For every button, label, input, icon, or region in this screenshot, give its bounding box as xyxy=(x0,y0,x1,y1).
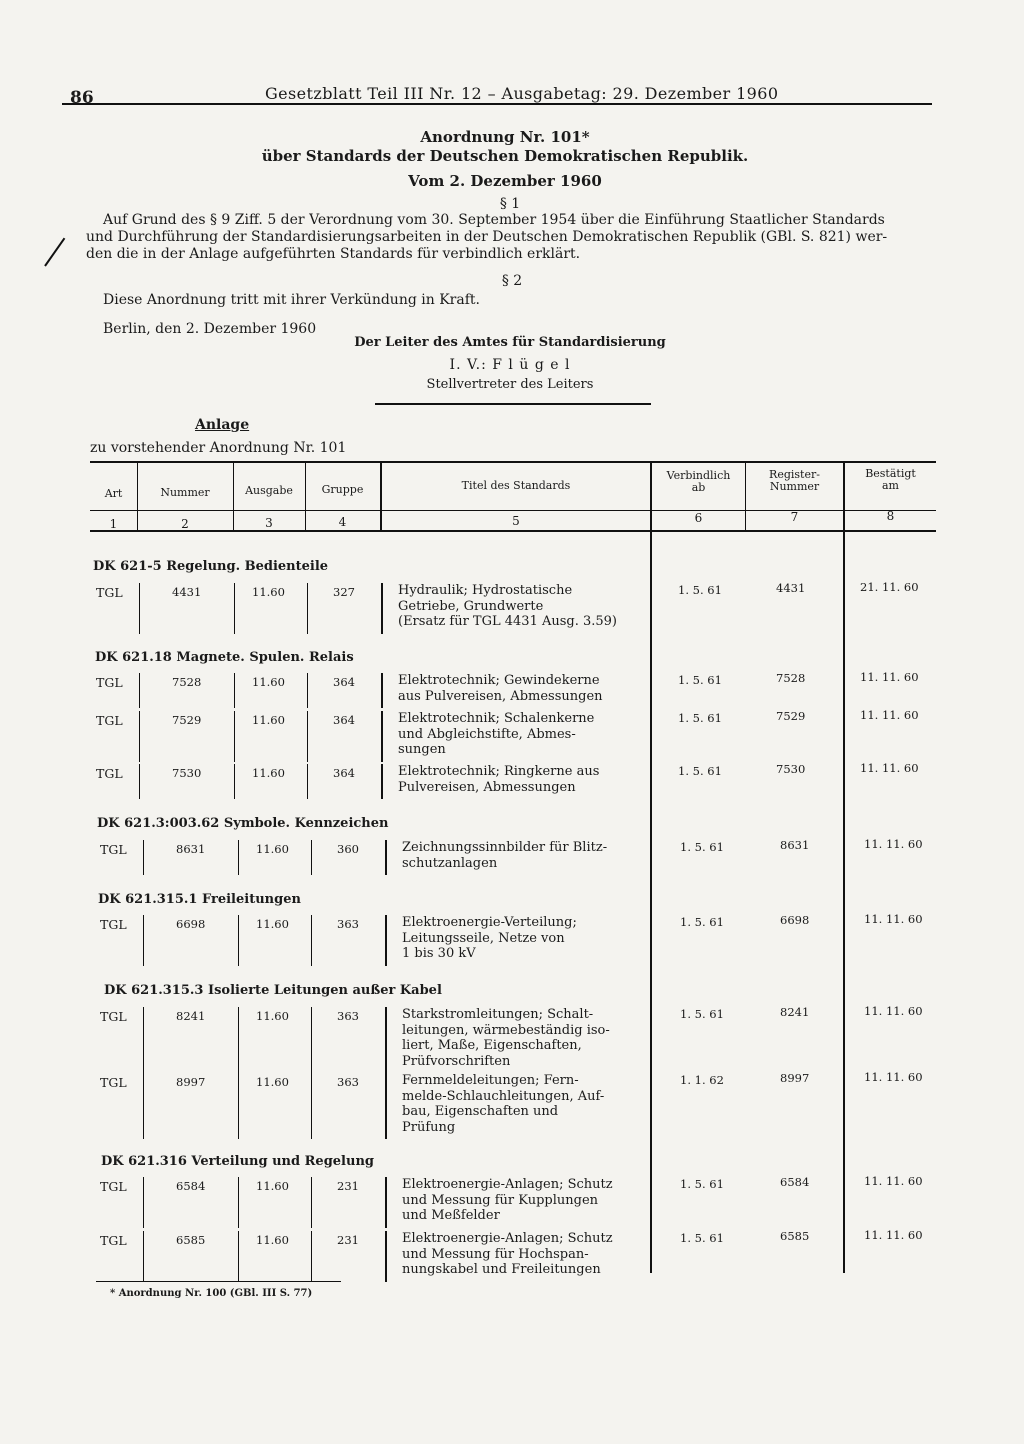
cell-title-line: Elektroenergie-Anlagen; Schutz xyxy=(402,1231,613,1246)
cell-art: TGL xyxy=(100,842,127,857)
colnum-7: 7 xyxy=(790,510,799,524)
cell-ausgabe: 11.60 xyxy=(256,1075,289,1089)
colnum-4: 4 xyxy=(338,515,347,529)
cell-ausgabe: 11.60 xyxy=(256,1179,289,1193)
row-divider xyxy=(143,1073,144,1139)
row-divider xyxy=(139,673,140,708)
th-verbindlich: Verbindlich ab xyxy=(666,469,731,494)
cell-title-line: Elektrotechnik; Schalenkerne xyxy=(398,711,595,726)
cell-title-line: Zeichnungssinnbilder für Blitz- xyxy=(402,840,608,855)
cell-register: 6584 xyxy=(780,1175,810,1189)
colnum-3: 3 xyxy=(265,516,273,530)
signer-name: I. V.: F l ü g e l xyxy=(449,357,571,373)
row-divider xyxy=(385,1007,387,1073)
row-divider xyxy=(385,915,387,966)
section-1-line-3: den die in der Anlage aufgeführten Standards für verbindlich erklärt. xyxy=(86,246,581,262)
row-divider xyxy=(311,915,312,966)
row-divider xyxy=(311,1231,312,1282)
cell-register: 8997 xyxy=(780,1071,810,1085)
cell-art: TGL xyxy=(96,675,123,690)
cell-title-line: Starkstromleitungen; Schalt- xyxy=(402,1007,594,1022)
row-divider xyxy=(311,1007,312,1073)
header-rule xyxy=(62,103,932,105)
row-divider xyxy=(143,1177,144,1228)
annex-subtitle: zu vorstehender Anordnung Nr. 101 xyxy=(90,440,347,456)
row-divider xyxy=(311,1177,312,1228)
cell-register: 4431 xyxy=(776,581,806,595)
row-divider xyxy=(381,711,383,762)
section-heading: DK 621.315.3 Isolierte Leitungen außer Kabel xyxy=(104,983,442,998)
section-heading: DK 621.316 Verteilung und Regelung xyxy=(101,1154,374,1169)
cell-bestaetigt: 11. 11. 60 xyxy=(864,1174,923,1188)
cell-title-line: Prüfung xyxy=(402,1119,456,1135)
cell-nummer: 6698 xyxy=(176,917,206,931)
row-divider xyxy=(385,1231,387,1282)
cell-verbindlich: 1. 5. 61 xyxy=(680,840,724,854)
cell-gruppe: 231 xyxy=(337,1233,359,1247)
th-ausgabe: Ausgabe xyxy=(245,484,293,497)
row-divider xyxy=(143,915,144,966)
section-1-line-1: Auf Grund des § 9 Ziff. 5 der Verordnung vom 30. September 1954 über die Einführung Staatlicher Standards xyxy=(103,212,885,228)
th-gruppe: Gruppe xyxy=(321,483,364,496)
order-date: Vom 2. Dezember 1960 xyxy=(408,172,602,190)
th-register: Register- Nummer xyxy=(769,468,820,493)
cell-title-line: Prüfvorschriften xyxy=(402,1053,511,1069)
colnum-8: 8 xyxy=(886,509,895,523)
cell-title-line: (Ersatz für TGL 4431 Ausg. 3.59) xyxy=(398,614,618,629)
cell-art: TGL xyxy=(100,917,127,932)
row-divider xyxy=(311,1073,312,1139)
signer-role: Stellvertreter des Leiters xyxy=(426,377,594,392)
cell-gruppe: 364 xyxy=(333,766,355,780)
cell-register: 7530 xyxy=(776,762,806,776)
cell-verbindlich: 1. 5. 61 xyxy=(680,1007,724,1021)
section-heading: DK 621.3:003.62 Symbole. Kennzeichen xyxy=(97,816,389,831)
margin-mark xyxy=(44,238,65,267)
running-title: Gesetzblatt Teil III Nr. 12 – Ausgabetag: 29. Dezember 1960 xyxy=(265,84,779,103)
colnum-5: 5 xyxy=(512,514,520,528)
cell-art: TGL xyxy=(100,1233,127,1248)
cell-ausgabe: 11.60 xyxy=(252,766,285,780)
cell-bestaetigt: 11. 11. 60 xyxy=(860,708,919,722)
cell-gruppe: 231 xyxy=(337,1179,359,1193)
cell-verbindlich: 1. 5. 61 xyxy=(678,764,722,778)
row-divider xyxy=(238,1231,239,1282)
page-number: 86 xyxy=(70,88,94,108)
cell-bestaetigt: 11. 11. 60 xyxy=(864,837,923,851)
cell-nummer: 8241 xyxy=(176,1009,206,1023)
row-divider xyxy=(234,711,235,762)
cell-register: 8631 xyxy=(780,838,810,852)
cell-gruppe: 360 xyxy=(337,842,359,856)
cell-title-line: Pulvereisen, Abmessungen xyxy=(398,779,576,795)
cell-verbindlich: 1. 5. 61 xyxy=(678,673,722,687)
cell-bestaetigt: 11. 11. 60 xyxy=(864,912,923,926)
cell-title-line: Elektrotechnik; Gewindekerne xyxy=(398,673,600,688)
row-divider xyxy=(238,915,239,966)
cell-nummer: 4431 xyxy=(172,585,202,599)
row-divider xyxy=(143,1007,144,1073)
row-divider xyxy=(307,711,308,762)
cell-title-line: und Messung für Kupplungen xyxy=(402,1192,599,1208)
cell-art: TGL xyxy=(96,585,123,600)
cell-bestaetigt: 11. 11. 60 xyxy=(860,761,919,775)
cell-art: TGL xyxy=(100,1075,127,1090)
th-titel: Titel des Standards xyxy=(461,479,571,492)
cell-bestaetigt: 11. 11. 60 xyxy=(864,1004,923,1018)
cell-verbindlich: 1. 1. 62 xyxy=(680,1073,724,1087)
cell-verbindlich: 1. 5. 61 xyxy=(678,583,722,597)
cell-ausgabe: 11.60 xyxy=(256,1233,289,1247)
signer-org: Der Leiter des Amtes für Standardisierung xyxy=(354,335,666,350)
cell-register: 7528 xyxy=(776,671,806,685)
row-divider xyxy=(143,1231,144,1282)
cell-nummer: 7529 xyxy=(172,713,202,727)
cell-title-line: bau, Eigenschaften und xyxy=(402,1104,559,1119)
cell-ausgabe: 11.60 xyxy=(252,585,285,599)
signature-rule xyxy=(375,403,651,405)
row-divider xyxy=(381,583,383,634)
cell-title-line: Leitungsseile, Netze von xyxy=(402,930,565,946)
colnum-2: 2 xyxy=(181,517,189,531)
cell-verbindlich: 1. 5. 61 xyxy=(680,1177,724,1191)
row-divider xyxy=(139,711,140,762)
row-divider xyxy=(234,673,235,708)
cell-bestaetigt: 11. 11. 60 xyxy=(864,1070,923,1084)
cell-art: TGL xyxy=(96,766,123,781)
cell-title-line: Elektroenergie-Verteilung; xyxy=(402,915,577,930)
cell-title-line: Elektroenergie-Anlagen; Schutz xyxy=(402,1177,613,1192)
footnote: * Anordnung Nr. 100 (GBl. III S. 77) xyxy=(110,1288,313,1299)
cell-ausgabe: 11.60 xyxy=(256,1009,289,1023)
cell-ausgabe: 11.60 xyxy=(252,713,285,727)
section-heading: DK 621.315.1 Freileitungen xyxy=(98,892,301,907)
section-heading: DK 621.18 Magnete. Spulen. Relais xyxy=(95,650,354,665)
cell-bestaetigt: 11. 11. 60 xyxy=(864,1228,923,1242)
order-title: Anordnung Nr. 101* xyxy=(420,128,590,146)
row-divider xyxy=(311,840,312,875)
th-art: Art xyxy=(104,487,123,500)
cell-nummer: 6585 xyxy=(176,1233,206,1247)
cell-art: TGL xyxy=(96,713,123,728)
cell-title-line: und Meßfelder xyxy=(402,1208,500,1223)
section-2-mark: § 2 xyxy=(501,273,523,289)
annex-title: Anlage xyxy=(195,417,250,433)
cell-title-line: nungskabel und Freileitungen xyxy=(402,1262,601,1277)
cell-title-line: Getriebe, Grundwerte xyxy=(398,598,544,614)
cell-nummer: 7530 xyxy=(172,766,202,780)
row-divider xyxy=(139,764,140,799)
col-8-divider xyxy=(843,463,845,1273)
th-bestaetigt: Bestätigt am xyxy=(865,467,916,492)
cell-title-line: liert, Maße, Eigenschaften, xyxy=(402,1038,582,1053)
cell-title-line: aus Pulvereisen, Abmessungen xyxy=(398,688,603,704)
row-divider xyxy=(139,583,140,634)
row-divider xyxy=(234,583,235,634)
row-divider xyxy=(385,1073,387,1139)
cell-verbindlich: 1. 5. 61 xyxy=(680,1231,724,1245)
cell-bestaetigt: 11. 11. 60 xyxy=(860,670,919,684)
cell-title-line: Hydraulik; Hydrostatische xyxy=(398,583,573,598)
cell-art: TGL xyxy=(100,1009,127,1024)
row-divider xyxy=(381,673,383,708)
table-top-rule xyxy=(90,461,936,463)
row-divider xyxy=(385,1177,387,1228)
section-heading: DK 621-5 Regelung. Bedienteile xyxy=(93,559,329,574)
cell-title-line: melde-Schlauchleitungen, Auf- xyxy=(402,1088,605,1104)
row-divider xyxy=(307,673,308,708)
cell-nummer: 8997 xyxy=(176,1075,206,1089)
cell-bestaetigt: 21. 11. 60 xyxy=(860,580,919,594)
cell-ausgabe: 11.60 xyxy=(252,675,285,689)
row-divider xyxy=(385,840,387,875)
cell-register: 6585 xyxy=(780,1229,810,1243)
cell-title-line: und Abgleichstifte, Abmes- xyxy=(398,726,576,742)
row-divider xyxy=(381,764,383,799)
cell-nummer: 7528 xyxy=(172,675,202,689)
section-1-line-2: und Durchführung der Standardisierungsarbeiten in der Deutschen Demokratischen Republik (GBl. S. 821) wer- xyxy=(86,229,888,245)
row-divider xyxy=(238,1177,239,1228)
th-nummer: Nummer xyxy=(160,486,210,499)
cell-title-line: leitungen, wärmebeständig iso- xyxy=(402,1022,610,1038)
section-2-text: Diese Anordnung tritt mit ihrer Verkündung in Kraft. xyxy=(103,292,480,308)
cell-register: 8241 xyxy=(780,1005,810,1019)
row-divider xyxy=(238,840,239,875)
cell-verbindlich: 1. 5. 61 xyxy=(678,711,722,725)
row-divider xyxy=(238,1073,239,1139)
section-1-mark: § 1 xyxy=(499,196,521,212)
cell-gruppe: 327 xyxy=(333,585,355,599)
colnum-1: 1 xyxy=(109,517,118,531)
cell-gruppe: 364 xyxy=(333,675,355,689)
row-divider xyxy=(143,840,144,875)
cell-ausgabe: 11.60 xyxy=(256,842,289,856)
row-divider xyxy=(307,583,308,634)
row-divider xyxy=(307,764,308,799)
cell-title-line: schutzanlagen xyxy=(402,855,498,871)
cell-title-line: Fernmeldeleitungen; Fern- xyxy=(402,1073,579,1088)
row-divider xyxy=(238,1007,239,1073)
cell-ausgabe: 11.60 xyxy=(256,917,289,931)
row-divider xyxy=(234,764,235,799)
cell-art: TGL xyxy=(100,1179,127,1194)
cell-gruppe: 363 xyxy=(337,917,359,931)
order-subtitle: über Standards der Deutschen Demokratischen Republik. xyxy=(261,147,749,165)
cell-nummer: 8631 xyxy=(176,842,206,856)
cell-title-line: und Messung für Hochspan- xyxy=(402,1246,589,1262)
cell-gruppe: 363 xyxy=(337,1009,359,1023)
cell-title-line: Elektrotechnik; Ringkerne aus xyxy=(398,764,600,779)
cell-nummer: 6584 xyxy=(176,1179,206,1193)
footnote-rule xyxy=(96,1281,341,1282)
col-6-divider xyxy=(650,463,652,1273)
cell-register: 7529 xyxy=(776,709,806,723)
colnum-6: 6 xyxy=(694,511,703,525)
cell-title-line: sungen xyxy=(398,742,446,757)
cell-gruppe: 364 xyxy=(333,713,355,727)
cell-gruppe: 363 xyxy=(337,1075,359,1089)
place-date: Berlin, den 2. Dezember 1960 xyxy=(103,321,317,337)
cell-register: 6698 xyxy=(780,913,810,927)
cell-title-line: 1 bis 30 kV xyxy=(402,946,476,961)
cell-verbindlich: 1. 5. 61 xyxy=(680,915,724,929)
